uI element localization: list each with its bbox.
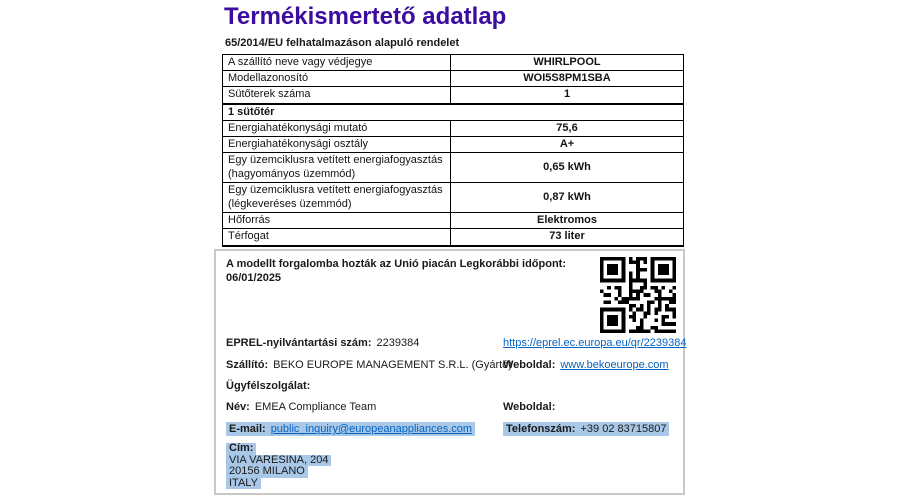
table-row — [223, 183, 684, 213]
eprel-number: 2239384 — [376, 337, 420, 349]
row-label: Egy üzemciklusra vetített energiafogyasztás (légkeveréses üzemmód) — [223, 183, 451, 213]
row-label: Energiahatékonysági mutató — [223, 120, 451, 136]
row-value: 0,65 kWh — [451, 153, 684, 183]
customer-service-label: Ügyfélszolgálat: — [226, 380, 311, 392]
website-link[interactable]: www.bekoeurope.com — [560, 359, 669, 371]
address-label: Cím: — [226, 443, 256, 455]
row-value: 1 — [451, 87, 684, 104]
table-row — [223, 229, 684, 246]
row-label: Hőforrás — [223, 213, 451, 229]
supplier-label: Szállító: — [226, 359, 269, 371]
phone — [503, 422, 669, 436]
regulation-subtitle: 65/2014/EU felhatalmazáson alapuló rendelet — [225, 37, 460, 49]
email-phone-row — [216, 422, 683, 436]
website — [503, 359, 669, 371]
address-line: ITALY — [226, 478, 261, 490]
row-value: 0,87 kWh — [451, 183, 684, 213]
row-label: Egy üzemciklusra vetített energiafogyasztás (hagyományos üzemmód) — [223, 153, 451, 183]
contact-name — [226, 401, 376, 413]
eprel-row — [216, 337, 687, 351]
website-label: Weboldal: — [503, 359, 556, 371]
contact-name-row — [216, 401, 683, 415]
email-label: E-mail: — [229, 423, 266, 435]
row-value: WHIRLPOOL — [451, 55, 684, 71]
market-statement: A modellt forgalomba hozták az Unió piacán Legkorábbi időpont: 06/01/2025 — [226, 258, 566, 284]
table-row — [223, 136, 684, 152]
table-row — [223, 87, 684, 104]
phone-label: Telefonszám: — [506, 423, 576, 435]
table-row — [223, 120, 684, 136]
address-line: VIA VARESINA, 204 — [226, 455, 331, 467]
email — [226, 422, 475, 436]
row-label: Térfogat — [223, 229, 451, 246]
row-label: A szállító neve vagy védjegye — [223, 55, 451, 71]
row-label: Sütőterek száma — [223, 87, 451, 104]
product-data-table — [222, 54, 684, 247]
supplier — [226, 359, 512, 371]
eprel-label: EPREL-nyilvántartási szám: — [226, 337, 372, 349]
address-block — [226, 443, 331, 489]
section-header: 1 sütőtér — [223, 104, 684, 121]
table-row — [223, 153, 684, 183]
table-section-row — [223, 104, 684, 121]
qr-code-icon — [600, 257, 676, 333]
row-value: Elektromos — [451, 213, 684, 229]
customer-service-row — [216, 380, 683, 394]
page-title: Termékismertető adatlap — [224, 3, 507, 30]
row-value: A+ — [451, 136, 684, 152]
table-row — [223, 71, 684, 87]
table-row — [223, 55, 684, 71]
supplier-row — [216, 359, 683, 373]
phone-value: +39 02 83715807 — [580, 423, 667, 435]
supplier-value: BEKO EUROPE MANAGEMENT S.R.L. (Gyártó) — [273, 359, 512, 371]
row-label: Modellazonosító — [223, 71, 451, 87]
table-row — [223, 213, 684, 229]
email-link[interactable]: public_inquiry@europeanappliances.com — [270, 423, 473, 435]
row-value: WOI5S8PM1SBA — [451, 71, 684, 87]
name-label: Név: — [226, 401, 250, 413]
eprel-registration — [226, 337, 419, 349]
supplier-info-box — [214, 249, 685, 495]
eprel-link[interactable]: https://eprel.ec.europa.eu/qr/2239384 — [503, 337, 687, 349]
name-value: EMEA Compliance Team — [254, 401, 377, 413]
row-value: 73 liter — [451, 229, 684, 246]
row-label: Energiahatékonysági osztály — [223, 136, 451, 152]
address-line: 20156 MILANO — [226, 466, 308, 478]
row-value: 75,6 — [451, 120, 684, 136]
website2-label: Weboldal: — [503, 401, 556, 413]
